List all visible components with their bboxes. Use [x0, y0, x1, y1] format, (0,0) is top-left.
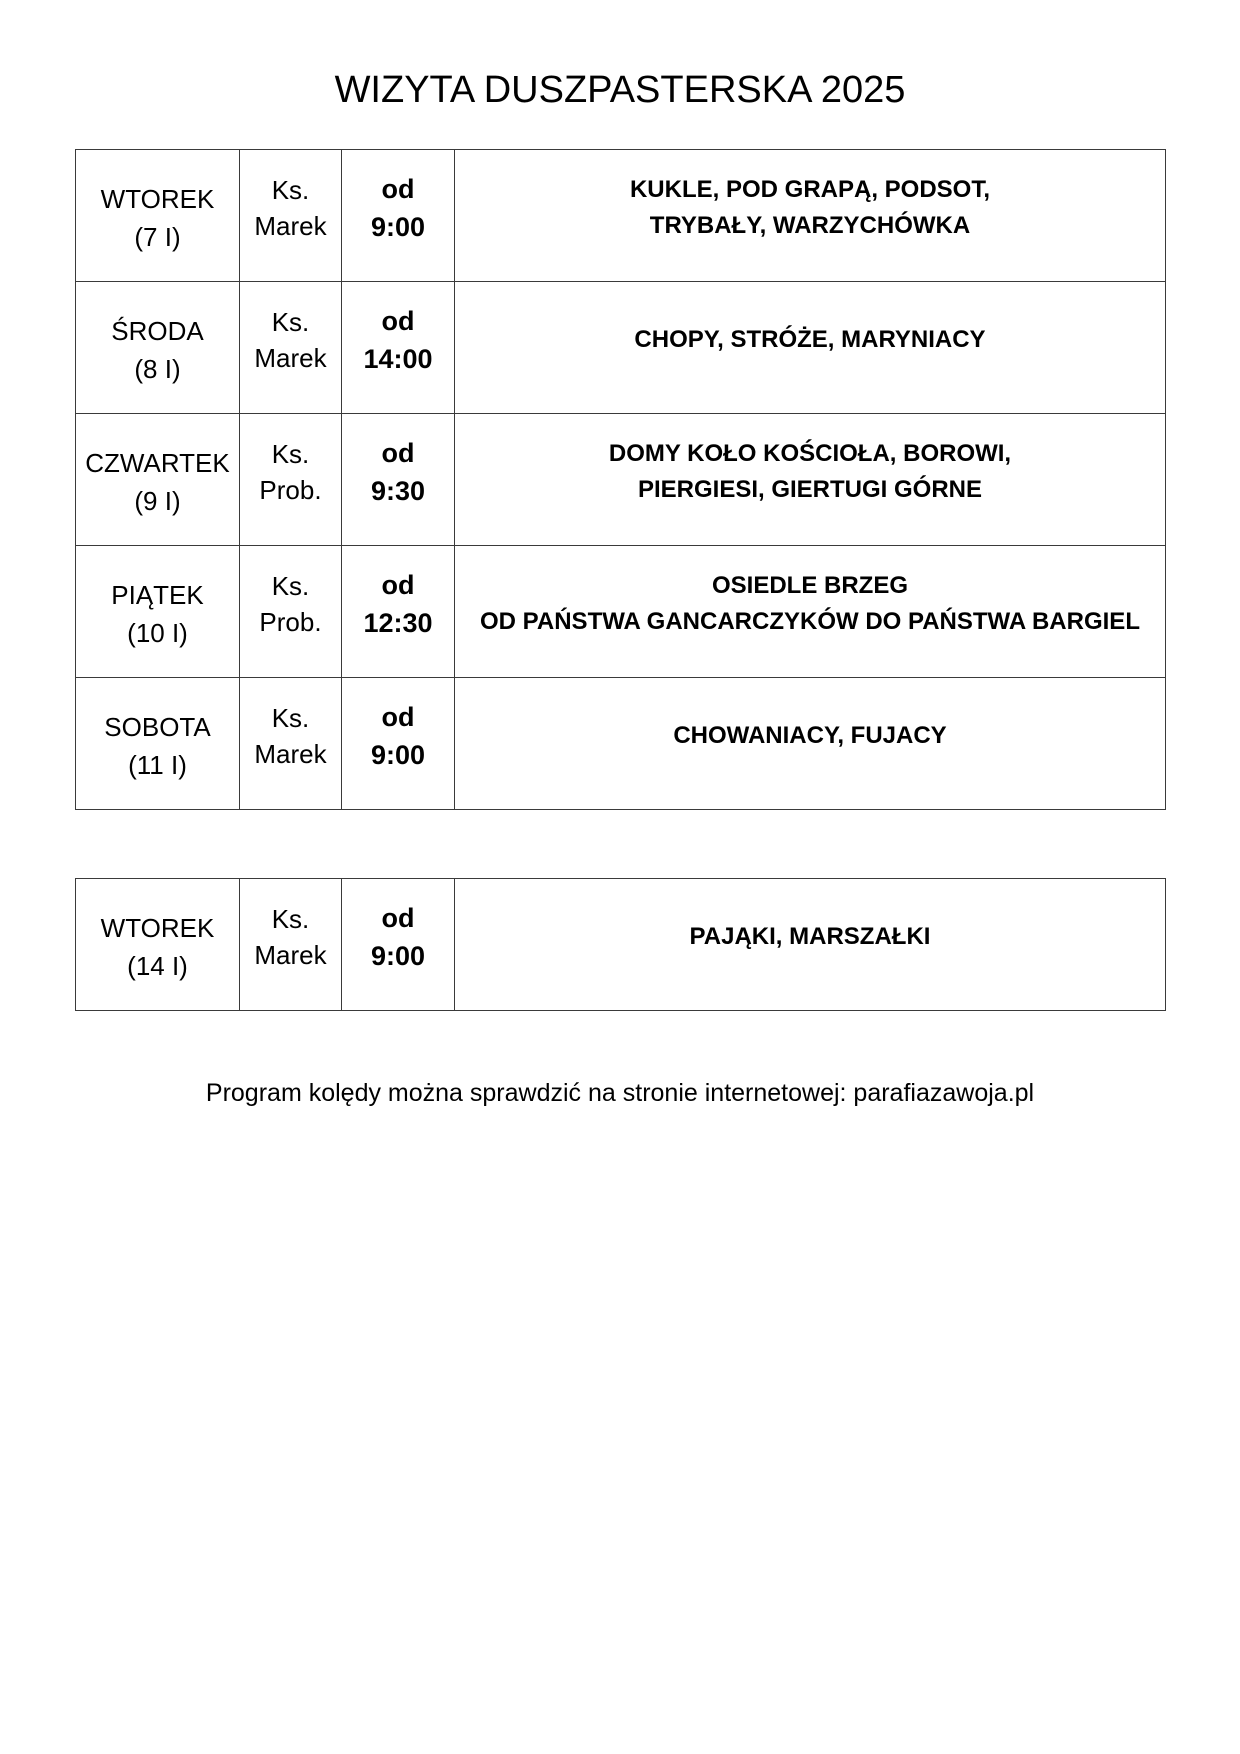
- priest-prefix: Ks.: [271, 903, 310, 934]
- schedule-row: [76, 546, 1166, 678]
- priest-prefix: Ks.: [271, 702, 310, 733]
- schedule-row: [76, 282, 1166, 414]
- priest-cell: [240, 150, 342, 282]
- time-cell: [342, 150, 455, 282]
- priest-name: Marek: [254, 939, 327, 970]
- start-time: 9:00: [370, 940, 426, 971]
- places-line: CHOPY, STRÓŻE, MARYNIACY: [634, 325, 986, 353]
- places-line: OD PAŃSTWA GANCARCZYKÓW DO PAŃSTWA BARGIEL: [480, 607, 1140, 635]
- time-prefix: od: [381, 902, 415, 933]
- schedule-row: [76, 414, 1166, 546]
- time-cell: [342, 546, 455, 678]
- priest-name: Marek: [254, 738, 327, 769]
- places-cell: [455, 678, 1166, 810]
- day-cell: [76, 879, 240, 1011]
- schedule-table-main: [75, 149, 1166, 810]
- priest-name: Marek: [254, 210, 327, 241]
- priest-cell: [240, 879, 342, 1011]
- time-prefix: od: [381, 569, 415, 600]
- places-line: CHOWANIACY, FUJACY: [673, 721, 947, 749]
- priest-prefix: Ks.: [271, 306, 310, 337]
- day-name: WTOREK: [100, 183, 215, 214]
- footer-note: Program kolędy można sprawdzić na stronie internetowej: parafiazawoja.pl: [205, 1079, 1035, 1107]
- time-prefix: od: [381, 437, 415, 468]
- time-cell: [342, 879, 455, 1011]
- places-cell: [455, 282, 1166, 414]
- places-line: PAJĄKI, MARSZAŁKI: [689, 922, 931, 950]
- places-cell: [455, 546, 1166, 678]
- schedule-row: [76, 678, 1166, 810]
- priest-cell: [240, 678, 342, 810]
- start-time: 12:30: [363, 607, 433, 638]
- priest-cell: [240, 414, 342, 546]
- schedule-row: [76, 879, 1166, 1011]
- priest-cell: [240, 282, 342, 414]
- time-cell: [342, 678, 455, 810]
- places-line: KUKLE, POD GRAPĄ, PODSOT,: [629, 175, 991, 203]
- places-line: DOMY KOŁO KOŚCIOŁA, BOROWI,: [608, 439, 1012, 467]
- day-date: (8 I): [134, 353, 181, 384]
- time-cell: [342, 282, 455, 414]
- day-name: PIĄTEK: [111, 579, 204, 610]
- start-time: 9:30: [370, 475, 426, 506]
- priest-name: Prob.: [259, 606, 322, 637]
- day-date: (11 I): [128, 749, 187, 780]
- priest-prefix: Ks.: [271, 174, 310, 205]
- places-line: OSIEDLE BRZEG: [711, 571, 909, 599]
- places-cell: [455, 150, 1166, 282]
- day-cell: [76, 282, 240, 414]
- time-prefix: od: [381, 701, 415, 732]
- day-cell: [76, 414, 240, 546]
- day-name: ŚRODA: [111, 315, 204, 346]
- day-date: (10 I): [127, 617, 188, 648]
- places-line: TRYBAŁY, WARZYCHÓWKA: [649, 211, 971, 239]
- places-cell: [455, 414, 1166, 546]
- day-cell: [76, 678, 240, 810]
- places-line: PIERGIESI, GIERTUGI GÓRNE: [637, 475, 983, 503]
- start-time: 9:00: [370, 739, 426, 770]
- day-date: (14 I): [127, 950, 188, 981]
- places-cell: [455, 879, 1166, 1011]
- priest-prefix: Ks.: [271, 438, 310, 469]
- priest-name: Prob.: [259, 474, 322, 505]
- time-prefix: od: [381, 305, 415, 336]
- schedule-row: [76, 150, 1166, 282]
- start-time: 14:00: [363, 343, 433, 374]
- day-name: SOBOTA: [104, 711, 211, 742]
- time-prefix: od: [381, 173, 415, 204]
- day-date: (9 I): [134, 485, 181, 516]
- time-cell: [342, 414, 455, 546]
- start-time: 9:00: [370, 211, 426, 242]
- day-cell: [76, 150, 240, 282]
- document-title: WIZYTA DUSZPASTERSKA 2025: [334, 69, 906, 111]
- day-name: CZWARTEK: [85, 447, 230, 478]
- priest-cell: [240, 546, 342, 678]
- priest-name: Marek: [254, 342, 327, 373]
- priest-prefix: Ks.: [271, 570, 310, 601]
- day-name: WTOREK: [100, 912, 215, 943]
- schedule-table-extra: [75, 878, 1166, 1011]
- day-date: (7 I): [134, 221, 181, 252]
- day-cell: [76, 546, 240, 678]
